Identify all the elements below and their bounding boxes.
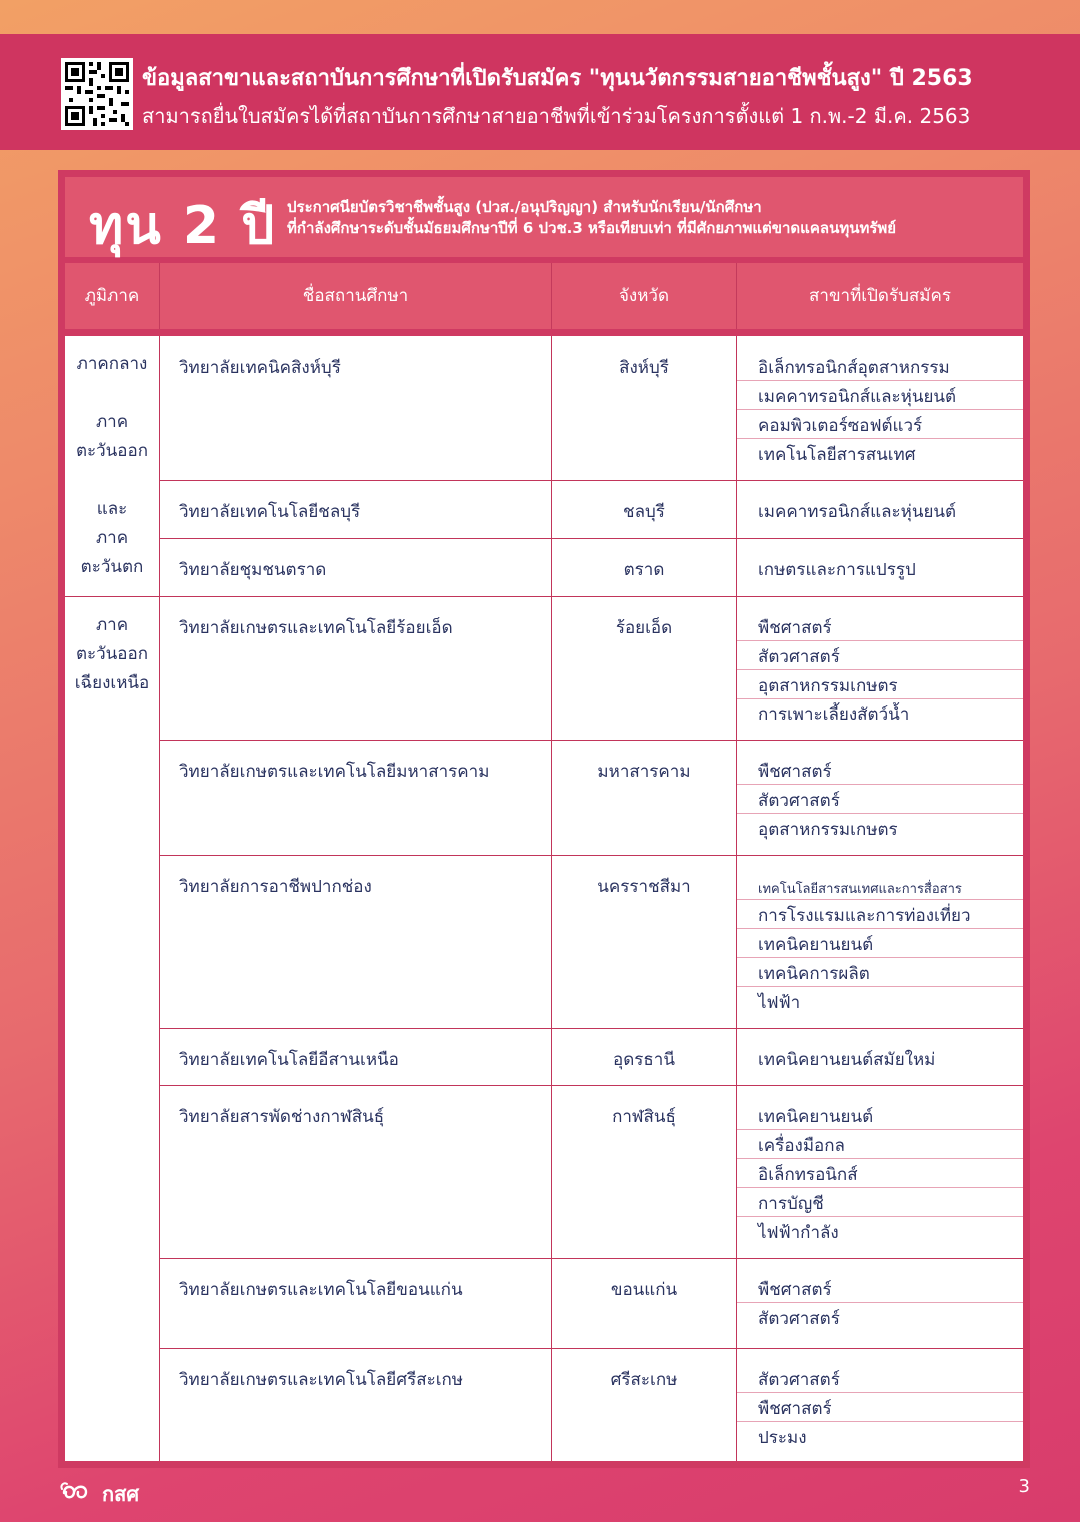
field-divider — [737, 1421, 1023, 1422]
school-name: วิทยาลัยเทคนิคสิงห์บุรี — [179, 358, 341, 378]
region-line: เฉียงเหนือ — [74, 673, 150, 693]
province-name: อุดรธานี — [613, 1050, 675, 1070]
row-divider — [65, 596, 1023, 597]
field-divider — [737, 409, 1023, 410]
field-divider — [737, 1158, 1023, 1159]
field-item: พืชศาสตร์ — [758, 618, 832, 638]
school-name: วิทยาลัยสารพัดช่างกาฬสินธุ์ — [179, 1107, 385, 1127]
field-item: สัตวศาสตร์ — [758, 1309, 840, 1329]
region-line: ภาค — [95, 528, 129, 548]
row-divider — [160, 480, 1023, 481]
region-northeast — [65, 611, 159, 698]
province-name: สิงห์บุรี — [619, 358, 669, 378]
field-divider — [737, 1302, 1023, 1303]
grant-description-line-2: ที่กำลังศึกษาระดับชั้นมัธยมศึกษาปีที่ 6 ปวช.3 หรือเทียบเท่า ที่มีศักยภาพแต่ขาดแคลนทุนทรัพย์ — [287, 219, 897, 237]
table-header — [65, 263, 1023, 329]
school-name: วิทยาลัยชุมชนตราด — [179, 560, 327, 580]
field-divider — [737, 1392, 1023, 1393]
field-item: พืชศาสตร์ — [758, 1280, 832, 1300]
field-item: อุตสาหกรรมเกษตร — [758, 676, 898, 696]
field-item: เทคโนโลยีสารสนเทศและการสื่อสาร — [758, 882, 962, 897]
field-item: การเพาะเลี้ยงสัตว์น้ำ — [758, 705, 910, 725]
province-name: ชลบุรี — [623, 502, 665, 522]
page-title: ข้อมูลสาขาและสถาบันการศึกษาที่เปิดรับสมัคร "ทุนนวัตกรรมสายอาชีพชั้นสูง" ปี 2563 — [142, 66, 973, 91]
field-item: เทคนิคยานยนต์ — [758, 1107, 874, 1127]
field-item: อิเล็กทรอนิกส์ — [758, 1165, 858, 1185]
column-header-school: ชื่อสถานศึกษา — [302, 286, 409, 306]
row-divider — [160, 740, 1023, 741]
field-divider — [737, 784, 1023, 785]
field-item: สัตวศาสตร์ — [758, 647, 840, 667]
field-divider — [737, 957, 1023, 958]
field-divider — [737, 1129, 1023, 1130]
province-name: ร้อยเอ็ด — [615, 618, 673, 638]
field-divider — [737, 928, 1023, 929]
row-divider — [160, 855, 1023, 856]
field-item: เทคโนโลยีสารสนเทศ — [758, 445, 916, 465]
data-table — [65, 336, 1023, 1461]
province-name: นครราชสีมา — [597, 877, 691, 897]
field-item: การโรงแรมและการท่องเที่ยว — [758, 906, 971, 926]
qr-code-icon[interactable] — [61, 58, 133, 130]
grant-description-line-1: ประกาศนียบัตรวิชาชีพชั้นสูง (ปวส./อนุปริญญา) สำหรับนักเรียน/นักศึกษา — [287, 198, 762, 216]
field-divider — [737, 813, 1023, 814]
column-header-region: ภูมิภาค — [84, 286, 140, 306]
school-name: วิทยาลัยเทคโนโลยีชลบุรี — [179, 502, 361, 522]
column-divider — [159, 336, 160, 1461]
region-line: ภาค — [95, 412, 129, 432]
field-item: อุตสาหกรรมเกษตร — [758, 820, 898, 840]
row-divider — [160, 538, 1023, 539]
school-name: วิทยาลัยเกษตรและเทคโนโลยีศรีสะเกษ — [179, 1370, 464, 1390]
field-item: เครื่องมือกล — [758, 1136, 845, 1156]
field-divider — [737, 698, 1023, 699]
province-name: ศรีสะเกษ — [610, 1370, 678, 1390]
region-line: ภาค — [95, 615, 129, 635]
region-line: ตะวันออก — [75, 644, 149, 664]
region-line: และ — [96, 499, 128, 519]
column-header-province: จังหวัด — [618, 286, 670, 306]
school-name: วิทยาลัยเทคโนโลยีอีสานเหนือ — [179, 1050, 399, 1070]
grant-panel — [58, 170, 1030, 1468]
field-divider — [737, 986, 1023, 987]
province-name: ตราด — [623, 560, 665, 580]
column-header-fields: สาขาที่เปิดรับสมัคร — [809, 286, 951, 306]
field-item: คอมพิวเตอร์ซอฟต์แวร์ — [758, 416, 923, 436]
field-item: สัตวศาสตร์ — [758, 791, 840, 811]
field-item: ไฟฟ้ากำลัง — [758, 1223, 839, 1243]
school-name: วิทยาลัยเกษตรและเทคโนโลยีมหาสารคาม — [179, 762, 490, 782]
field-divider — [737, 899, 1023, 900]
field-item: เมคคาทรอนิกส์และหุ่นยนต์ — [758, 387, 957, 407]
field-item: ไฟฟ้า — [758, 993, 801, 1013]
region-line: ภาคกลาง — [76, 354, 148, 374]
grant-title: ทุน 2 ปี — [89, 196, 277, 256]
row-divider — [160, 1348, 1023, 1349]
province-name: มหาสารคาม — [597, 762, 691, 782]
school-name: วิทยาลัยเกษตรและเทคโนโลยีร้อยเอ็ด — [179, 618, 453, 638]
row-divider — [160, 1028, 1023, 1029]
grant-header — [65, 177, 1023, 257]
region-line — [65, 466, 159, 495]
page-subtitle: สามารถยื่นใบสมัครได้ที่สถาบันการศึกษาสายอาชีพที่เข้าร่วมโครงการตั้งแต่ 1 ก.พ.-2 มี.ค. 2563 — [142, 104, 971, 128]
field-item: เทคนิคการผลิต — [758, 964, 870, 984]
field-item: ประมง — [758, 1428, 807, 1448]
field-item: สัตวศาสตร์ — [758, 1370, 840, 1390]
school-name: วิทยาลัยการอาชีพปากช่อง — [179, 877, 372, 897]
field-item: การบัญชี — [758, 1194, 824, 1214]
region-line — [65, 379, 159, 408]
field-item: เทคนิคยานยนต์สมัยใหม่ — [758, 1050, 936, 1070]
region-line: ตะวันตก — [80, 557, 144, 577]
row-divider — [160, 1085, 1023, 1086]
page-number: 3 — [1018, 1476, 1030, 1497]
region-line: ตะวันออก — [75, 441, 149, 461]
field-item: อิเล็กทรอนิกส์อุตสาหกรรม — [758, 358, 950, 378]
region-central-east-west — [65, 350, 159, 582]
field-divider — [737, 380, 1023, 381]
grant-description — [287, 197, 896, 239]
footer-logo — [60, 1478, 139, 1510]
field-divider — [737, 640, 1023, 641]
field-item: เกษตรและการแปรรูป — [758, 560, 916, 580]
field-divider — [737, 669, 1023, 670]
eef-logo-icon — [60, 1481, 96, 1508]
field-item: พืชศาสตร์ — [758, 762, 832, 782]
footer-logo-text: กสศ — [102, 1482, 140, 1506]
field-item: เมคคาทรอนิกส์และหุ่นยนต์ — [758, 502, 957, 522]
field-divider — [737, 1216, 1023, 1217]
header-banner — [0, 34, 1080, 150]
field-divider — [737, 438, 1023, 439]
field-item: พืชศาสตร์ — [758, 1399, 832, 1419]
field-item: เทคนิคยานยนต์ — [758, 935, 874, 955]
row-divider — [160, 1258, 1023, 1259]
school-name: วิทยาลัยเกษตรและเทคโนโลยีขอนแก่น — [179, 1280, 463, 1300]
province-name: ขอนแก่น — [610, 1280, 678, 1300]
field-divider — [737, 1187, 1023, 1188]
province-name: กาฬสินธุ์ — [612, 1107, 676, 1127]
